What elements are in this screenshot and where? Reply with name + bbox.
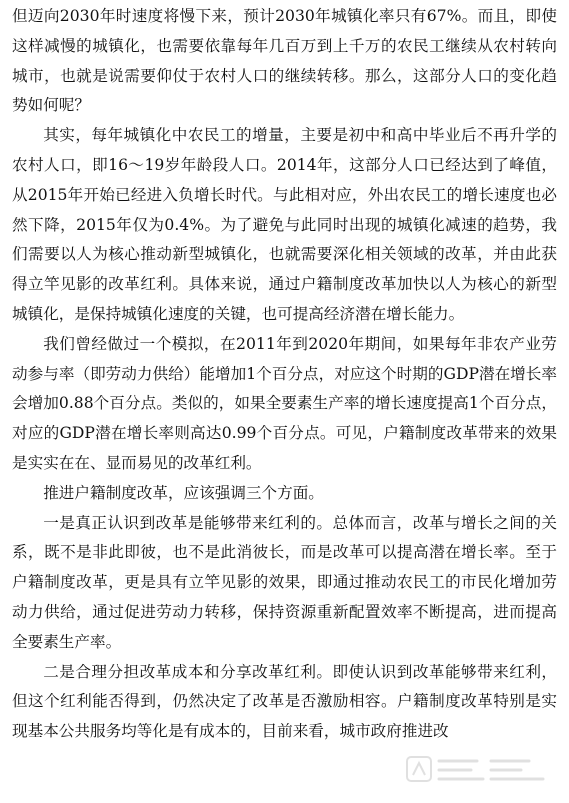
paragraph-reform-dividend: 一是真正认识到改革是能够带来红利的。总体而言，改革与增长之间的关系，既不是非此即彼，也不是此消彼长，而是改革可以提高潜在增长率。至于户籍制度改革，更是具有立竿见影的效果，即通过推动农民工的市民化增加劳动力供给，通过促进劳动力转移，保持资源重新配置效率不断提高，进而提高全要素生产率。: [12, 513, 557, 651]
paragraph-urbanization-outlook: 但迈向2030年时速度将慢下来，预计2030年城镇化率只有67%。而且，即使这样减慢的城镇化，也需要依靠每年几百万到上千万的农民工继续从农村转向城市，也就是说需要仰仗于农村人口的继续转移。那么，这部分人口的变化趋势如何呢？: [12, 7, 557, 115]
paragraph-three-aspects: 推进户籍制度改革，应该强调三个方面。: [43, 483, 324, 502]
paragraph-simulation-results: 我们曾经做过一个模拟，在2011年到2020年期间，如果每年非农产业劳动参与率（即劳动力供给）能增加1个百分点，对应这个时期的GDP潜在增长率会增加0.88个百分点。类似的，如果全要素生产率的增长速度提高1个百分点，对应的GDP潜在增长率则高达0.99个百分点。可见，户籍制度改革带来的效果是实实在在、显而易见的改革红利。: [12, 334, 557, 472]
watermark-logo-icon: [405, 753, 555, 787]
paragraph-cost-sharing: 二是合理分担改革成本和分享改革红利。即使认识到改革能够带来红利，但这个红利能否得到，仍然决定了改革是否激励相容。户籍制度改革特别是实现基本公共服务均等化是有成本的，目前来看，城市政府推进改: [12, 662, 557, 741]
paragraph-migrant-workers: 其实，每年城镇化中农民工的增量，主要是初中和高中毕业后不再升学的农村人口，即16～19岁年龄段人口。2014年，这部分人口已经达到了峰值，从2015年开始已经进入负增长时代。与此相对应，外出农民工的增长速度也必然下降，2015年仅为0.4%。为了避免与此同时出现的城镇化减速的趋势，我们需要以人为核心推动新型城镇化，也就需要深化相关领域的改革，并由此获得立竿见影的改革红利。具体来说，通过户籍制度改革加快以人为核心的新型城镇化，是保持城镇化速度的关键，也可提高经济潜在增长能力。: [12, 126, 557, 323]
